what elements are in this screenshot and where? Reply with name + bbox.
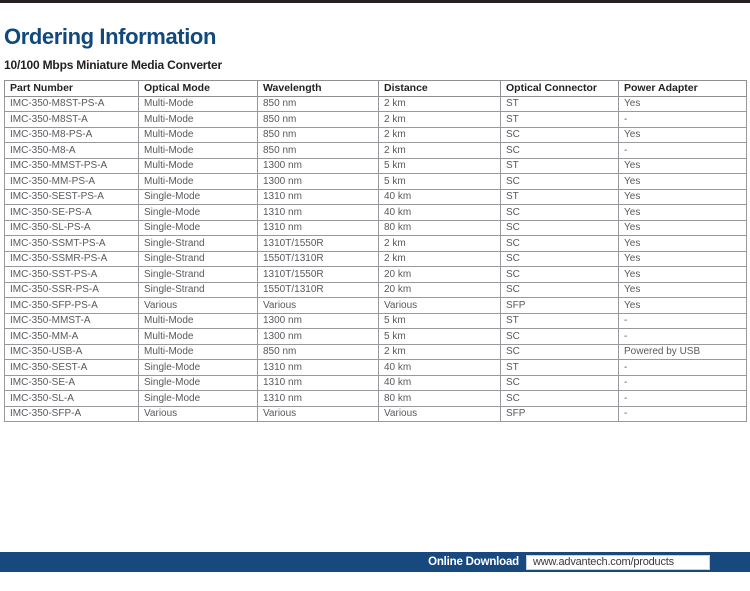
table-row [5, 174, 747, 190]
table-cell: Multi-Mode [139, 329, 258, 345]
table-cell: SC [501, 267, 619, 283]
table-cell: Multi-Mode [139, 96, 258, 112]
table-row [5, 298, 747, 314]
table-cell: - [619, 360, 747, 376]
table-cell: ST [501, 360, 619, 376]
table-cell: IMC-350-M8-A [5, 143, 139, 159]
table-cell: Yes [619, 220, 747, 236]
table-cell: Multi-Mode [139, 344, 258, 360]
table-cell: Various [258, 406, 379, 422]
table-header-row [5, 81, 747, 97]
table-cell: 2 km [379, 112, 501, 128]
table-cell: 2 km [379, 344, 501, 360]
table-cell: SC [501, 205, 619, 221]
table-row [5, 189, 747, 205]
table-row [5, 406, 747, 422]
table-row [5, 127, 747, 143]
table-cell: IMC-350-SEST-PS-A [5, 189, 139, 205]
table-cell: 850 nm [258, 127, 379, 143]
table-cell: - [619, 329, 747, 345]
table-cell: IMC-350-M8ST-A [5, 112, 139, 128]
table-cell: Single-Mode [139, 220, 258, 236]
table-cell: SC [501, 344, 619, 360]
table-cell: 2 km [379, 251, 501, 267]
table-cell: IMC-350-SL-PS-A [5, 220, 139, 236]
table-cell: 1300 nm [258, 158, 379, 174]
page-title: Ordering Information [4, 24, 217, 49]
table-cell: Various [379, 298, 501, 314]
table-cell: IMC-350-SST-PS-A [5, 267, 139, 283]
table-cell: IMC-350-SSMR-PS-A [5, 251, 139, 267]
table-cell: 40 km [379, 205, 501, 221]
table-cell: Yes [619, 96, 747, 112]
table-cell: 850 nm [258, 344, 379, 360]
table-cell: 1550T/1310R [258, 251, 379, 267]
table-cell: Single-Strand [139, 251, 258, 267]
table-cell: Yes [619, 236, 747, 252]
table-cell: Single-Strand [139, 267, 258, 283]
table-cell: 2 km [379, 143, 501, 159]
table-row [5, 282, 747, 298]
table-cell: Yes [619, 267, 747, 283]
table-row [5, 391, 747, 407]
table-cell: 1310 nm [258, 391, 379, 407]
table-cell: 5 km [379, 158, 501, 174]
table-cell: IMC-350-SE-A [5, 375, 139, 391]
column-header: Optical Mode [139, 81, 258, 97]
table-cell: IMC-350-MM-PS-A [5, 174, 139, 190]
column-header: Wavelength [258, 81, 379, 97]
table-cell: 1310T/1550R [258, 267, 379, 283]
table-cell: 1310T/1550R [258, 236, 379, 252]
table-cell: SC [501, 375, 619, 391]
table-cell: Single-Mode [139, 391, 258, 407]
table-cell: Single-Mode [139, 375, 258, 391]
column-header: Part Number [5, 81, 139, 97]
table-cell: 2 km [379, 96, 501, 112]
table-cell: - [619, 391, 747, 407]
table-cell: 20 km [379, 282, 501, 298]
table-cell: 1300 nm [258, 329, 379, 345]
table-cell: 40 km [379, 189, 501, 205]
table-cell: 1310 nm [258, 205, 379, 221]
table-cell: IMC-350-SFP-PS-A [5, 298, 139, 314]
table-cell: SFP [501, 406, 619, 422]
table-row [5, 267, 747, 283]
table-body [5, 96, 747, 422]
table-cell: Multi-Mode [139, 143, 258, 159]
table-cell: Yes [619, 205, 747, 221]
table-cell: ST [501, 112, 619, 128]
table-row [5, 360, 747, 376]
table-cell: Yes [619, 158, 747, 174]
table-cell: IMC-350-MMST-PS-A [5, 158, 139, 174]
table-cell: 20 km [379, 267, 501, 283]
table-cell: - [619, 112, 747, 128]
table-cell: Yes [619, 282, 747, 298]
table-cell: Single-Mode [139, 189, 258, 205]
table-row [5, 205, 747, 221]
table-cell: 1300 nm [258, 313, 379, 329]
table-cell: 2 km [379, 236, 501, 252]
ordering-table [4, 80, 747, 422]
table-cell: Yes [619, 251, 747, 267]
table-cell: IMC-350-M8ST-PS-A [5, 96, 139, 112]
table-cell: - [619, 406, 747, 422]
table-row [5, 344, 747, 360]
table-cell: 40 km [379, 360, 501, 376]
table-cell: Yes [619, 127, 747, 143]
table-cell: 1310 nm [258, 375, 379, 391]
table-cell: ST [501, 313, 619, 329]
table-row [5, 251, 747, 267]
table-row [5, 112, 747, 128]
table-cell: 40 km [379, 375, 501, 391]
table-cell: ST [501, 158, 619, 174]
table-cell: SFP [501, 298, 619, 314]
table-cell: 80 km [379, 391, 501, 407]
table-cell: IMC-350-SSMT-PS-A [5, 236, 139, 252]
footer-bar [0, 552, 750, 572]
table-cell: Single-Mode [139, 360, 258, 376]
table-cell: IMC-350-USB-A [5, 344, 139, 360]
download-url[interactable]: www.advantech.com/products [533, 556, 674, 568]
table-cell: Various [139, 298, 258, 314]
table-cell: Various [379, 406, 501, 422]
table-cell: Multi-Mode [139, 174, 258, 190]
table-cell: SC [501, 127, 619, 143]
table-cell: IMC-350-SFP-A [5, 406, 139, 422]
table-cell: 5 km [379, 174, 501, 190]
table-row [5, 220, 747, 236]
table-cell: ST [501, 189, 619, 205]
table-cell: Yes [619, 298, 747, 314]
table-cell: SC [501, 220, 619, 236]
download-url-box[interactable] [526, 555, 710, 570]
column-header: Power Adapter [619, 81, 747, 97]
table-cell: IMC-350-MMST-A [5, 313, 139, 329]
table-cell: Single-Strand [139, 282, 258, 298]
table-cell: IMC-350-SE-PS-A [5, 205, 139, 221]
table-cell: Multi-Mode [139, 112, 258, 128]
top-divider-rule [0, 0, 750, 3]
table-cell: 1310 nm [258, 220, 379, 236]
table-cell: IMC-350-SL-A [5, 391, 139, 407]
table-cell: IMC-350-M8-PS-A [5, 127, 139, 143]
table-row [5, 329, 747, 345]
table-cell: Single-Mode [139, 205, 258, 221]
table-cell: Multi-Mode [139, 158, 258, 174]
table-cell: IMC-350-MM-A [5, 329, 139, 345]
table-cell: 5 km [379, 313, 501, 329]
table-row [5, 158, 747, 174]
table-row [5, 143, 747, 159]
table-cell: 1310 nm [258, 189, 379, 205]
table-cell: IMC-350-SSR-PS-A [5, 282, 139, 298]
section-subtitle: 10/100 Mbps Miniature Media Converter [4, 58, 222, 72]
table-cell: IMC-350-SEST-A [5, 360, 139, 376]
table-cell: SC [501, 282, 619, 298]
table-cell: Multi-Mode [139, 313, 258, 329]
table-cell: Yes [619, 189, 747, 205]
online-download-label: Online Download [428, 556, 519, 568]
table-cell: - [619, 143, 747, 159]
table-cell: Multi-Mode [139, 127, 258, 143]
table-cell: 850 nm [258, 112, 379, 128]
table-cell: Single-Strand [139, 236, 258, 252]
table-row [5, 313, 747, 329]
table-cell: Powered by USB [619, 344, 747, 360]
table-cell: SC [501, 143, 619, 159]
table-cell: SC [501, 251, 619, 267]
table-cell: - [619, 375, 747, 391]
table-cell: SC [501, 391, 619, 407]
table-cell: Yes [619, 174, 747, 190]
table-cell: - [619, 313, 747, 329]
table-cell: 850 nm [258, 96, 379, 112]
table-row [5, 236, 747, 252]
table-cell: Various [139, 406, 258, 422]
table-cell: 850 nm [258, 143, 379, 159]
table-cell: 5 km [379, 329, 501, 345]
table-cell: 80 km [379, 220, 501, 236]
table-cell: SC [501, 174, 619, 190]
column-header: Optical Connector [501, 81, 619, 97]
table-row [5, 375, 747, 391]
table-cell: SC [501, 329, 619, 345]
table-cell: 1310 nm [258, 360, 379, 376]
column-header: Distance [379, 81, 501, 97]
table-row [5, 96, 747, 112]
table-cell: ST [501, 96, 619, 112]
table-cell: Various [258, 298, 379, 314]
table-cell: 1300 nm [258, 174, 379, 190]
table-cell: 2 km [379, 127, 501, 143]
table-cell: 1550T/1310R [258, 282, 379, 298]
table-cell: SC [501, 236, 619, 252]
